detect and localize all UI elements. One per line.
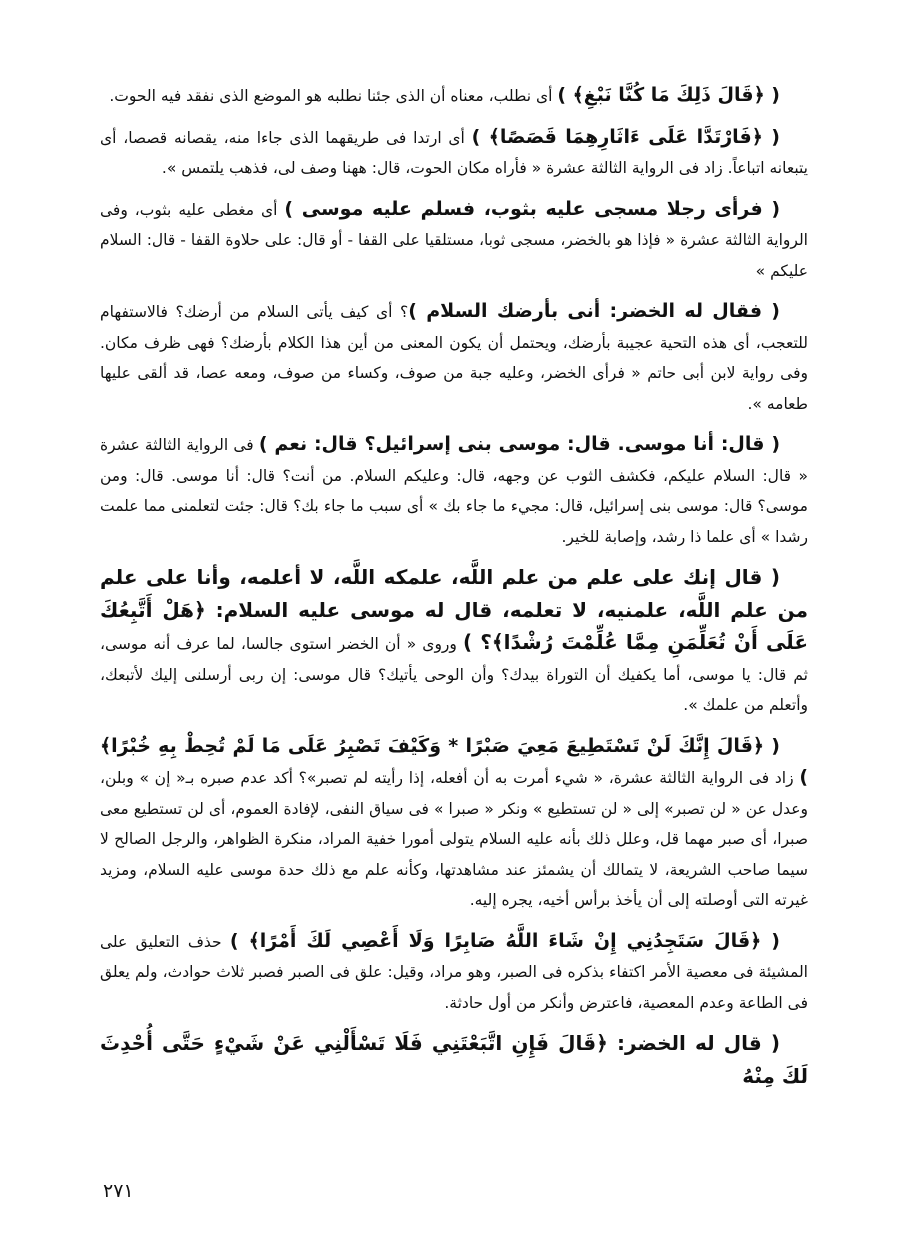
quote-lead: ( فقال له الخضر: أنى بأرضك السلام ) [408, 300, 780, 322]
page-number: ٢٧١ [103, 1180, 134, 1202]
quote-lead: ( فرأى رجلا مسجى عليه بثوب، فسلم عليه موسى ) [284, 197, 781, 220]
paragraph-7 [100, 731, 808, 916]
paragraph-4 [100, 296, 808, 419]
commentary: وروى « أن الخضر استوى جالسا، لما عرف أنه موسى، ثم قال: يا موسى، أما يكفيك أن التوراة بيدك؟ وأن الوحى يأتيك؟ قال موسى: إن ربى أرسلنى إليك لأتبعك، وأتعلم من علمك ». [100, 635, 808, 714]
commentary: حذف التعليق على المشيئة فى معصية الأمر اكتفاء بذكره فى الصبر، وهو مراد، وقيل: علق فى الصبر فصبر ثلاث حوادث، ولم يعلق فى الطاعة وعدم المعصية، فاعترض وأنكر من أول حادثة. [100, 932, 808, 1012]
quote-lead: ( ﴿قَالَ إِنَّكَ لَنْ تَسْتَطِيعَ مَعِيَ صَبْرًا * وَكَيْفَ تَصْبِرُ عَلَى مَا لَمْ تُحِطْ بِهِ خُبْرًا﴾ ) [100, 734, 808, 788]
paragraph-5 [100, 429, 808, 552]
quote-lead: ( قال إنك على علم من علم اللَّه، علمكه اللَّه، لا أعلمه، وأنا على علم من علم اللَّه، علمنيه، لا تعلمه، قال له موسى عليه السلام: ﴿هَلْ أَتَّبِعُكَ عَلَى أَنْ تُعَلِّمَنِ مِمَّا عُلِّمْتَ رُشْدًا﴾؟ ) [100, 565, 809, 654]
commentary: فى الرواية الثالثة عشرة « قال: السلام عليكم، فكشف الثوب عن وجهه، قال: وعليكم السلام. من أنت؟ قال: أنا موسى. قال: ومن موسى؟ قال: موسى بنى إسرائيل، قال: مجيء ما جاء بك » أى سبب ما جاء بك؟ قال: جئت لتعلمنى مما علمت رشدا » أى علما ذا رشد، وإصابة للخير. [100, 436, 808, 546]
page-body [100, 80, 808, 1103]
quote-lead: ( قال له الخضر: ﴿قَالَ فَإِنِ اتَّبَعْتَنِي فَلَا تَسْأَلْنِي عَنْ شَيْءٍ حَتَّى أُحْدِثَ لَكَ مِنْهُ [100, 1031, 808, 1088]
paragraph-6 [100, 562, 808, 721]
commentary: أى نطلب، معناه أن الذى جئنا نطلبه هو الموضع الذى نفقد فيه الحوت. [109, 87, 558, 105]
quote-lead: ( ﴿قَالَ ذَلِكَ مَا كُنَّا نَبْغِ﴾ ) [557, 84, 780, 106]
paragraph-8 [100, 926, 808, 1019]
quote-lead: ( قال: أنا موسى. قال: موسى بنى إسرائيل؟ قال: نعم ) [258, 433, 780, 455]
paragraph-1 [100, 80, 808, 112]
quote-lead: ( ﴿فَارْتَدَّا عَلَى ءَاثَارِهِمَا قَصَصًا﴾ ) [471, 125, 780, 148]
commentary: ؟ أى كيف يأتى السلام من أرضك؟ فالاستفهام للتعجب، أى هذه التحية عجيبة بأرضك، ويحتمل أن يكون المعنى من أين هذا الكلام بأرضك؟ فهى ظرف مكان. وفى رواية لابن أبى حاتم « فرأى الخضر، وعليه جبة من صوف، وكساء من صوف، ومعه عصا، قد ألقى عليها طعامه ». [100, 303, 808, 413]
paragraph-9 [100, 1028, 808, 1093]
commentary: زاد فى الرواية الثالثة عشرة، « شيء أمرت به أن أفعله، إذا رأيته لم تصبر»؟ أكد عدم صبره بـ« إن » وبلن، وعدل عن « لن تصبر» إلى « لن تستطيع » ونكر « صبرا » فى سياق النفى، لإفادة العموم، أى لن تستطيع معى صبرا، أى صبر مهما قل، وعلل ذلك بأنه عليه السلام يتولى أمورا خفية المراد، منكرة الظواهر، والرجل الصالح لا سيما صاحب الشريعة، لا يتمالك أن يشمئز عند مشاهدتها، وكأنه علم مع ذلك حدة موسى عليه السلام، ومزيد غيرته التى أوصلته إلى أن يأخذ برأس أخيه، يجره إليه. [100, 769, 808, 909]
commentary: أى مغطى عليه بثوب، وفى الرواية الثالثة عشرة « فإذا هو بالخضر، مسجى ثوبا، مستلقيا على القفا - أو قال: على حلاوة القفا - قال: السلام عليكم » [100, 200, 808, 280]
paragraph-3 [100, 194, 808, 287]
commentary: أى ارتدا فى طريقهما الذى جاءا منه، يقصانه قصصا، أى يتبعانه اتباعاً. زاد فى الرواية الثالثة عشرة « فأراه مكان الحوت، قال: ههنا وصف لى، فذهب يلتمس ». [100, 128, 808, 177]
paragraph-2 [100, 122, 808, 184]
quote-lead: ( ﴿قَالَ سَتَجِدُنِي إِنْ شَاءَ اللَّهُ صَابِرًا وَلَا أَعْصِي لَكَ أَمْرًا﴾ ) [229, 929, 780, 952]
